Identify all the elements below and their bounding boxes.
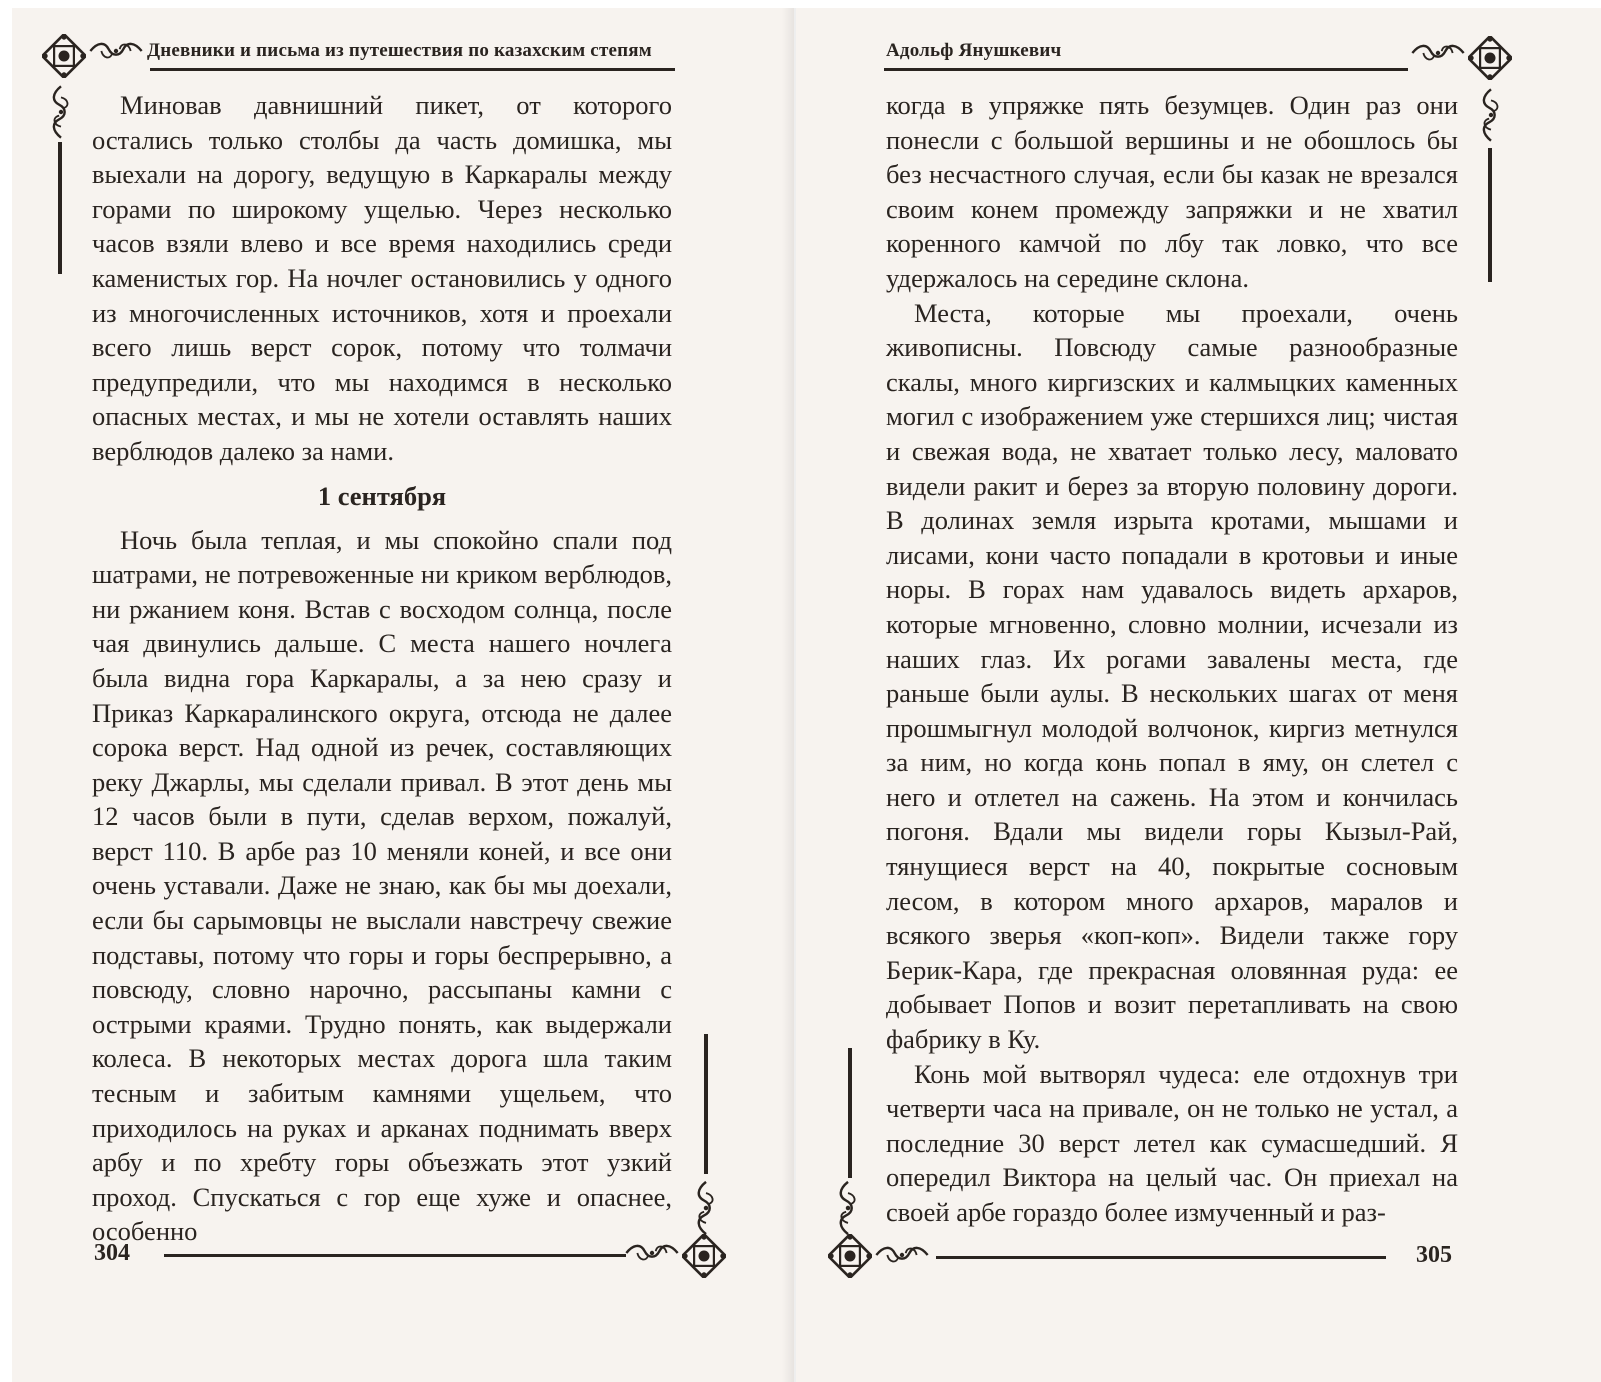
header-rule-left	[150, 68, 675, 71]
entry-date-heading: 1 сентября	[317, 480, 447, 511]
running-head-right: Адольф Янушкевич	[886, 40, 1062, 61]
scroll-ornament-bottom-icon	[874, 1244, 930, 1266]
scroll-ornament-right-icon	[1480, 86, 1502, 144]
corner-ornament-bottom-left-icon	[828, 1234, 872, 1278]
corner-ornament-top-right-icon	[1468, 36, 1512, 80]
scroll-ornament-left-icon	[50, 82, 72, 142]
right-page	[796, 8, 1601, 1382]
right-page-text	[886, 88, 1458, 1230]
scroll-ornament-top-icon	[1410, 42, 1466, 64]
margin-bar-left-top	[58, 142, 62, 274]
page-number-right: 305	[1416, 1242, 1452, 1268]
paragraph: Конь мой вытворял чудеса: еле отдохнув три четверти часа на привале, он не только не устал, а последние 30 верст летел как сумасшедший. Я опередил Виктора на целый час. Он приехал на своей арбе гораздо более измученный и раз-	[886, 1058, 1458, 1227]
paragraph: Места, которые мы проехали, очень живописны. Повсюду самые разнообразные скалы, много киргизских и калмыцких каменных могил с изображением уже стершихся лиц; чистая и свежая вода, не хватает только лесу, маловато видели ракит и берез за вторую половину дороги. В долинах земля изрыта кротами, мышами и лисами, кони часто попадали в кротовьи и иные норы. В горах нам удавалось видеть архаров, которые мгновенно, словно молнии, исчезали из наших глаз. Их рогами завалены места, где раньше были аулы. В нескольких шагах от меня прошмыгнул молодой волчонок, киргиз метнулся за ним, но когда конь попал в яму, он слетел с него и отлетел на сажень. На этом и кончилась погоня. Вдали мы видели горы Кызыл-Рай, тянущиеся верст на 40, покрытые сосновым лесом, в котором много архаров, маралов и всякого зверья «коп-коп». Видели также гору Берик-Кара, где прекрасная оловянная руда: ее добывает Попов и возит перетапливать на свою фабрику в Ку.	[886, 297, 1458, 1055]
margin-bar-right-bottom	[848, 1048, 852, 1178]
left-page	[12, 8, 794, 1382]
footer-rule-right	[936, 1256, 1386, 1259]
footer-rule-left	[164, 1254, 626, 1257]
running-head-left: Дневники и письма из путешествия по казахским степям	[147, 40, 652, 61]
corner-ornament-bottom-right-icon	[682, 1234, 726, 1278]
paragraph: Ночь была теплая, и мы спокойно спали под шатрами, не потревоженные ни криком верблюдов, ни ржанием коня. Встав с восходом солнца, после чая двинулись дальше. С места нашего ночлега была видна гора Каркаралы, а за нею сразу и Приказ Каркаралинского округа, отсюда не далее сорока верст. Над одной из речек, составляющих реку Джарлы, мы сделали привал. В этот день мы 12 часов были в пути, сделав верхом, пожалуй, верст 110. В арбе раз 10 меняли коней, и все они очень уставали. Даже не знаю, как бы мы доехали, если бы сарымовцы не выслали навстречу свежие подставы, потому что горы и горы беспрерывно, а повсюду, словно нарочно, рассыпаны камни с острыми краями. Трудно понять, как выдержали колеса. В некоторых местах дорога шла таким тесным и забитым камнями ущельем, что приходилось на руках и арканах поднимать вверх арбу и по хребту горы объезжать этот узкий проход. Спускаться с гор еще хуже и опаснее, особенно	[92, 524, 672, 1247]
corner-ornament-top-left-icon	[42, 34, 86, 78]
left-page-text	[92, 88, 672, 1249]
paragraph: Миновав давнишний пикет, от которого остались только столбы да часть домишка, мы выехали на дорогу, ведущую в Каркаралы между горами по широкому ущелью. Через несколько часов взяли влево и все время находились среди каменистых гор. На ночлег остановились у одного из многочисленных источников, хотя и проехали всего лишь верст сорок, потому что толмачи предупредили, что мы находимся в несколько опасных местах, и мы не хотели оставлять наших верблюдов далеко за нами.	[92, 90, 672, 466]
margin-bar-left-bottom	[704, 1034, 708, 1174]
page-number-left: 304	[94, 1240, 130, 1266]
scroll-ornament-top-icon	[88, 40, 144, 62]
header-rule-right	[884, 68, 1408, 71]
margin-bar-right-top	[1488, 148, 1492, 282]
paragraph: когда в упряжке пять безумцев. Один раз они понесли с большой вершины и не обошлось бы без несчастного случая, если бы казак не врезался своим конем промежду запряжки и не хватил коренного камчой по лбу так ловко, что все удержалось на середине склона.	[886, 90, 1458, 293]
scroll-ornament-bottom-icon	[624, 1242, 680, 1264]
scroll-ornament-left-icon	[836, 1180, 860, 1236]
scroll-ornament-right-icon	[694, 1180, 718, 1236]
